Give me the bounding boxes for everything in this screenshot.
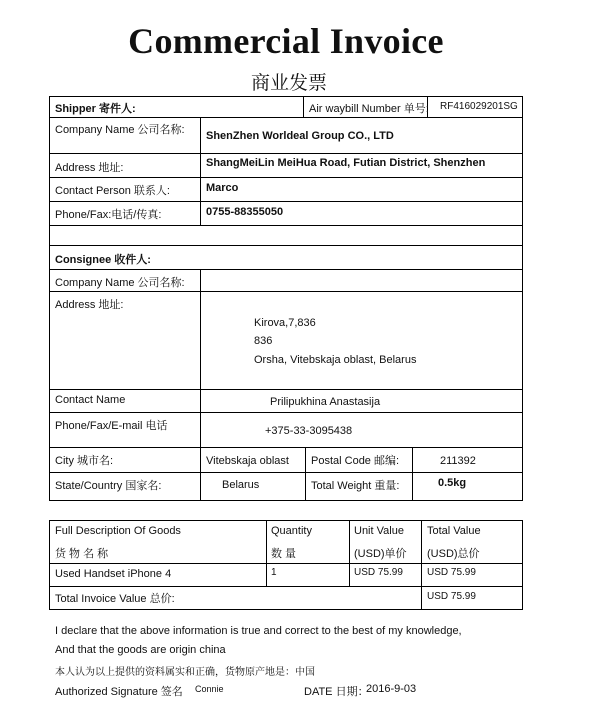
- document-title: Commercial Invoice: [128, 21, 444, 61]
- goods-qty-header-cn: 数 量: [271, 548, 297, 560]
- shipper-address-value: ShangMeiLin MeiHua Road, Futian District, Shenzhen: [206, 157, 486, 169]
- goods-row-desc: Used Handset iPhone 4: [55, 568, 172, 580]
- shipper-phone-value: 0755-88355050: [206, 206, 284, 218]
- declaration-line-2: And that the goods are origin china: [55, 644, 226, 656]
- document-subtitle: 商业发票: [250, 72, 327, 94]
- consignee-city-label: City 城市名:: [55, 455, 114, 467]
- consignee-company-label: Company Name 公司名称:: [55, 277, 185, 289]
- shipper-contact-label: Contact Person 联系人:: [55, 185, 170, 197]
- consignee-contact-label: Contact Name: [55, 394, 126, 406]
- goods-total-header-cn: (USD)总价: [427, 548, 480, 560]
- shipper-company-value: ShenZhen Worldeal Group CO., LTD: [206, 130, 394, 142]
- date-value: 2016-9-03: [366, 683, 417, 695]
- total-weight-value: 0.5kg: [438, 477, 467, 489]
- invoice-total-label: Total Invoice Value 总价:: [55, 593, 175, 605]
- shipper-company-label: Company Name 公司名称:: [55, 124, 185, 136]
- date-label: DATE 日期：: [304, 686, 369, 698]
- consignee-heading: Consignee 收件人:: [55, 254, 151, 266]
- goods-total-header: Total Value: [427, 525, 481, 537]
- consignee-city-value: Vitebskaja oblast: [206, 455, 289, 467]
- signature-label: Authorized Signature 签名: [55, 686, 183, 698]
- consignee-address-line-2: 836: [254, 335, 273, 347]
- consignee-address-line-3: Orsha, Vitebskaja oblast, Belarus: [254, 354, 417, 366]
- goods-row-total: USD 75.99: [427, 567, 476, 578]
- goods-row-unit: USD 75.99: [354, 567, 403, 578]
- awb-label: Air waybill Number 单号:: [309, 103, 429, 115]
- goods-unit-header-cn: (USD)单价: [354, 548, 407, 560]
- shipper-address-label: Address 地址:: [55, 162, 124, 174]
- consignee-country-label: State/Country 国家名:: [55, 480, 162, 492]
- awb-value: RF416029201SG: [440, 101, 518, 112]
- goods-unit-header: Unit Value: [354, 525, 404, 537]
- goods-row-qty: 1: [271, 567, 277, 578]
- postal-code-label: Postal Code 邮编:: [311, 455, 400, 467]
- declaration-line-1: I declare that the above information is true and correct to the best of my knowledge,: [55, 625, 462, 637]
- declaration-line-3: 本人认为以上提供的资料属实和正确，货物原产地是：中国: [55, 667, 315, 678]
- consignee-phone-value: +375-33-3095438: [265, 425, 353, 437]
- consignee-phone-label: Phone/Fax/E-mail 电话: [55, 420, 168, 432]
- total-weight-label: Total Weight 重量:: [311, 480, 400, 492]
- consignee-contact-value: Prilipukhina Anastasija: [270, 396, 381, 408]
- shipper-heading: Shipper 寄件人:: [55, 103, 136, 115]
- shipper-phone-label: Phone/Fax:电话/传真:: [55, 209, 162, 221]
- shipper-contact-value: Marco: [206, 182, 239, 194]
- consignee-address-line-1: Kirova,7,836: [254, 317, 316, 329]
- signature-value: Connie: [195, 684, 224, 694]
- goods-desc-header: Full Description Of Goods: [55, 525, 181, 537]
- goods-desc-header-cn: 货 物 名 称: [55, 548, 109, 560]
- consignee-address-label: Address 地址:: [55, 299, 124, 311]
- goods-qty-header: Quantity: [271, 525, 312, 537]
- consignee-country-value: Belarus: [222, 479, 260, 491]
- postal-code-value: 211392: [440, 455, 476, 467]
- invoice-total-value: USD 75.99: [427, 591, 476, 602]
